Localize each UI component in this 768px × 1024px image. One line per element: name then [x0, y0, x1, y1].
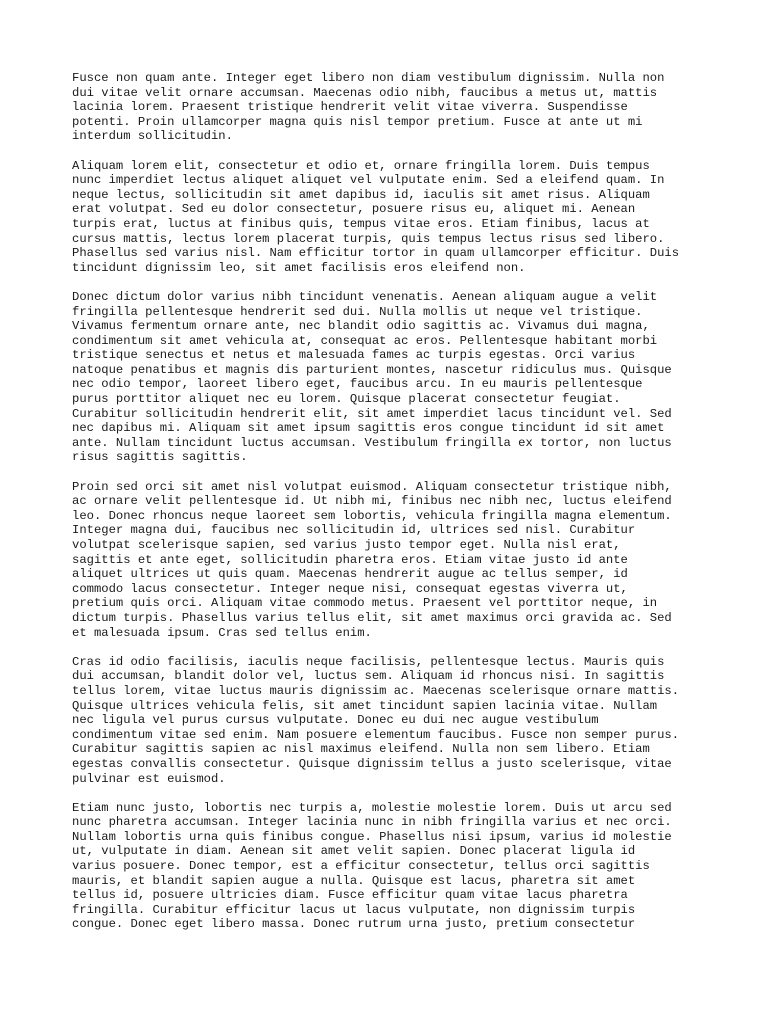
paragraph-1: Fusce non quam ante. Integer eget libero non diam vestibulum dignissim. Nulla non dui vitae velit ornare accumsan. Maecenas odio nibh, faucibus a metus ut, mattis lacinia lorem. Praesent tristique hendrerit velit vitae viverra. Suspendisse potenti. Proin ullamcorper magna quis nisl tempor pretium. Fusce at ante ut mi interdum sollicitudin.: [72, 71, 665, 144]
paragraph-5: Cras id odio facilisis, iaculis neque facilisis, pellentesque lectus. Mauris quis dui accumsan, blandit dolor vel, luctus sem. Aliquam id rhoncus nisi. In sagittis tellus lorem, vitae luctus mauris dignissim ac. Maecenas scelerisque ornare mattis. Quisque ultrices vehicula felis, sit amet tincidunt sapien lacinia vitae. Nullam nec ligula vel purus cursus vulputate. Donec eu dui nec augue vestibulum condimentum vitae sed enim. Nam posuere elementum faucibus. Fusce non semper purus. Curabitur sagittis sapien ac nisl maximus eleifend. Nulla non sem libero. Etiam egestas convallis consectetur. Quisque dignissim tellus a justo scelerisque, vitae pulvinar est euismod.: [72, 654, 680, 786]
paragraph-2: Aliquam lorem elit, consectetur et odio et, ornare fringilla lorem. Duis tempus nunc imperdiet lectus aliquet aliquet vel vulputate enim. Sed a eleifend quam. In neque lectus, sollicitudin sit amet dapibus id, iaculis sit amet risus. Aliquam erat volutpat. Sed eu dolor consectetur, posuere risus eu, aliquet mi. Aenean turpis erat, luctus at finibus quis, tempus vitae eros. Etiam finibus, lacus at cursus mattis, lectus lorem placerat turpis, quis tempus lectus risus sed libero. Phasellus sed varius nisl. Nam efficitur tortor in quam ullamcorper efficitur. Duis tincidunt dignissim leo, sit amet facilisis eros eleifend non.: [72, 158, 680, 275]
paragraph-3: Donec dictum dolor varius nibh tincidunt venenatis. Aenean aliquam augue a velit fringilla pellentesque hendrerit sed dui. Nulla mollis ut neque vel tristique. Vivamus fermentum ornare ante, nec blandit odio sagittis ac. Vivamus dui magna, condimentum sit amet vehicula at, consequat ac eros. Pellentesque habitant morbi tristique senectus et netus et malesuada fames ac turpis egestas. Orci varius natoque penatibus et magnis dis parturient montes, nascetur ridiculus mus. Quisque nec odio tempor, laoreet libero eget, faucibus arcu. In eu mauris pellentesque purus porttitor aliquet nec eu lorem. Quisque placerat consectetur feugiat. Curabitur sollicitudin hendrerit elit, sit amet imperdiet lacus tincidunt vel. Sed nec dapibus mi. Aliquam sit amet ipsum sagittis eros congue tincidunt id sit amet ante. Nullam tincidunt luctus accumsan. Vestibulum fringilla ex tortor, non luctus risus sagittis sagittis.: [72, 289, 672, 465]
paragraph-6: Etiam nunc justo, lobortis nec turpis a, molestie molestie lorem. Duis ut arcu sed nunc pharetra accumsan. Integer lacinia nunc in nibh fringilla varius et nec orci. Nullam lobortis urna quis finibus congue. Phasellus nisi ipsum, varius id molestie ut, vulputate in diam. Aenean sit amet velit sapien. Donec placerat ligula id varius posuere. Donec tempor, est a efficitur consectetur, tellus orci sagittis mauris, et blandit sapien augue a nulla. Quisque est lacus, pharetra sit amet tellus id, posuere ultricies diam. Fusce efficitur quam vitae lacus pharetra fringilla. Curabitur efficitur lacus ut lacus vulputate, non dignissim turpis congue. Donec eget libero massa. Donec rutrum urna justo, pretium consectetur: [72, 800, 672, 932]
paragraph-4: Proin sed orci sit amet nisl volutpat euismod. Aliquam consectetur tristique nibh, ac ornare velit pellentesque id. Ut nibh mi, finibus nec nibh nec, luctus eleifend leo. Donec rhoncus neque laoreet sem lobortis, vehicula fringilla magna elementum. Integer magna dui, faucibus nec sollicitudin id, ultrices sed nisl. Curabitur volutpat scelerisque sapien, sed varius justo tempor eget. Nulla nisl erat, sagittis et ante eget, sollicitudin pharetra eros. Etiam vitae justo id ante aliquet ultrices ut quis quam. Maecenas hendrerit augue ac tellus semper, id commodo lacus consectetur. Integer neque nisi, consequat egestas viverra ut, pretium quis orci. Aliquam vitae commodo metus. Praesent vel porttitor neque, in dictum turpis. Phasellus varius tellus elit, sit amet maximus orci gravida ac. Sed et malesuada ipsum. Cras sed tellus enim.: [72, 479, 672, 640]
document-page: [72, 71, 696, 947]
